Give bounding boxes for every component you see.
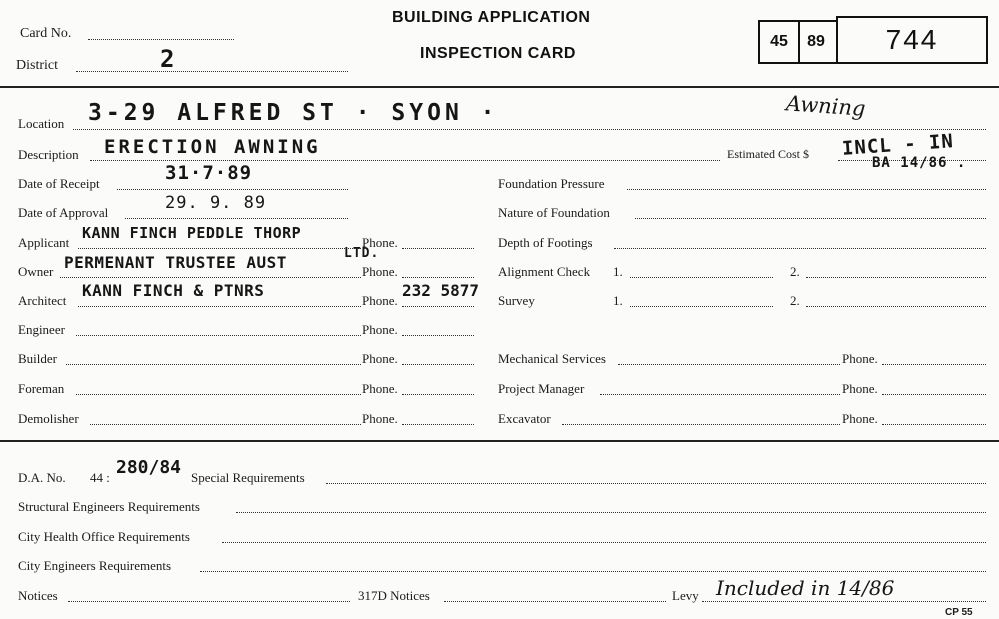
card-number-box-3 bbox=[836, 16, 988, 64]
card-number-box-1 bbox=[758, 20, 800, 64]
date-of-receipt-value: 31·7·89 bbox=[165, 162, 253, 184]
project-manager-label: Project Manager bbox=[498, 381, 585, 396]
structural-engineers-label: Structural Engineers Requirements bbox=[18, 499, 200, 514]
date-of-receipt-line bbox=[117, 189, 348, 190]
foundation-pressure-label: Foundation Pressure bbox=[498, 176, 605, 191]
survey-1-line bbox=[630, 306, 773, 307]
builder-phone-line bbox=[402, 364, 474, 365]
architect-line bbox=[78, 306, 361, 307]
architect-phone-line bbox=[402, 306, 474, 307]
levy-label: Levy bbox=[672, 588, 699, 603]
builder-label: Builder bbox=[18, 351, 57, 366]
owner-phone-label: Phone. bbox=[362, 264, 398, 279]
excavator-line bbox=[562, 424, 840, 425]
levy-value: Included in 14/86 bbox=[716, 576, 895, 600]
estimated-cost-value-2: BA 14/86 . bbox=[872, 155, 967, 171]
city-health-label: City Health Office Requirements bbox=[18, 529, 190, 544]
alignment-check-1-line bbox=[630, 277, 773, 278]
depth-of-footings-label: Depth of Footings bbox=[498, 235, 593, 250]
demolisher-line bbox=[90, 424, 361, 425]
city-engineers-line bbox=[200, 571, 986, 572]
nature-of-foundation-line bbox=[635, 218, 986, 219]
estimated-cost-value: INCL - IN bbox=[841, 130, 955, 160]
notices-label: Notices bbox=[18, 588, 58, 603]
excavator-label: Excavator bbox=[498, 411, 551, 426]
district-label: District bbox=[16, 58, 58, 73]
survey-label: Survey bbox=[498, 293, 535, 308]
notices-317d-line bbox=[444, 601, 666, 602]
card-no-label: Card No. bbox=[20, 26, 72, 41]
card-number-3: 744 bbox=[885, 24, 939, 55]
mechanical-services-line bbox=[618, 364, 840, 365]
da-no-value: 280/84 bbox=[116, 457, 182, 478]
foreman-phone-label: Phone. bbox=[362, 381, 398, 396]
engineer-phone-line bbox=[402, 335, 474, 336]
demolisher-label: Demolisher bbox=[18, 411, 79, 426]
card-number-2: 89 bbox=[807, 33, 825, 50]
owner-line bbox=[60, 277, 361, 278]
builder-phone-label: Phone. bbox=[362, 351, 398, 366]
date-of-approval-value: 29. 9. 89 bbox=[165, 193, 267, 213]
excavator-phone-line bbox=[882, 424, 986, 425]
date-of-approval-label: Date of Approval bbox=[18, 205, 109, 220]
alignment-check-2-line bbox=[806, 277, 986, 278]
location-note: Awning bbox=[785, 91, 867, 121]
excavator-phone-label: Phone. bbox=[842, 411, 878, 426]
description-line bbox=[90, 160, 720, 161]
description-label: Description bbox=[18, 147, 79, 162]
form-code: CP 55 bbox=[945, 607, 973, 618]
owner-suffix: LTD. bbox=[344, 246, 380, 261]
structural-engineers-line bbox=[236, 512, 986, 513]
card-title-line1: BUILDING APPLICATION bbox=[392, 9, 591, 26]
engineer-label: Engineer bbox=[18, 322, 65, 337]
levy-line bbox=[702, 601, 986, 602]
survey-2-label: 2. bbox=[790, 293, 800, 308]
applicant-line bbox=[78, 248, 361, 249]
city-engineers-label: City Engineers Requirements bbox=[18, 558, 172, 573]
foreman-line bbox=[76, 394, 361, 395]
foreman-phone-line bbox=[402, 394, 474, 395]
architect-phone-label: Phone. bbox=[362, 293, 398, 308]
applicant-value: KANN FINCH PEDDLE THORP bbox=[82, 224, 302, 242]
alignment-check-1-label: 1. bbox=[613, 264, 623, 279]
description-value: ERECTION AWNING bbox=[104, 136, 321, 158]
mechanical-services-phone-line bbox=[882, 364, 986, 365]
owner-phone-line bbox=[402, 277, 474, 278]
applicant-phone-label: Phone. bbox=[362, 235, 398, 250]
special-requirements-line bbox=[326, 483, 986, 484]
card-number-box-2 bbox=[796, 20, 838, 64]
foundation-pressure-line bbox=[627, 189, 986, 190]
notices-line bbox=[68, 601, 350, 602]
survey-2-line bbox=[806, 306, 986, 307]
foreman-label: Foreman bbox=[18, 381, 65, 396]
depth-of-footings-line bbox=[614, 248, 986, 249]
header-divider bbox=[0, 86, 999, 88]
owner-value: PERMENANT TRUSTEE AUST bbox=[64, 253, 287, 272]
project-manager-line bbox=[600, 394, 840, 395]
builder-line bbox=[66, 364, 361, 365]
architect-label: Architect bbox=[18, 293, 67, 308]
estimated-cost-label: Estimated Cost $ bbox=[727, 147, 809, 161]
location-line bbox=[73, 129, 986, 130]
notices-317d-label: 317D Notices bbox=[358, 588, 430, 603]
engineer-line bbox=[76, 335, 361, 336]
card-number-1: 45 bbox=[770, 33, 788, 50]
mechanical-services-phone-label: Phone. bbox=[842, 351, 878, 366]
date-of-receipt-label: Date of Receipt bbox=[18, 176, 100, 191]
card-no-line bbox=[88, 39, 234, 40]
location-label: Location bbox=[18, 116, 65, 131]
alignment-check-label: Alignment Check bbox=[498, 264, 591, 279]
applicant-phone-line bbox=[402, 248, 474, 249]
date-of-approval-line bbox=[125, 218, 348, 219]
architect-value: KANN FINCH & PTNRS bbox=[82, 281, 265, 300]
architect-phone-value: 232 5877 bbox=[402, 281, 480, 300]
demolisher-phone-label: Phone. bbox=[362, 411, 398, 426]
mechanical-services-label: Mechanical Services bbox=[498, 351, 606, 366]
district-value: 2 bbox=[160, 45, 176, 73]
section-divider bbox=[0, 440, 999, 442]
district-line bbox=[76, 71, 348, 72]
location-value: 3-29 ALFRED ST · SYON · bbox=[88, 100, 499, 126]
project-manager-phone-line bbox=[882, 394, 986, 395]
applicant-label: Applicant bbox=[18, 235, 70, 250]
special-requirements-label: Special Requirements bbox=[191, 470, 305, 485]
city-health-line bbox=[222, 542, 986, 543]
survey-1-label: 1. bbox=[613, 293, 623, 308]
nature-of-foundation-label: Nature of Foundation bbox=[498, 205, 610, 220]
engineer-phone-label: Phone. bbox=[362, 322, 398, 337]
alignment-check-2-label: 2. bbox=[790, 264, 800, 279]
owner-label: Owner bbox=[18, 264, 54, 279]
da-no-label: D.A. No. bbox=[18, 470, 66, 485]
demolisher-phone-line bbox=[402, 424, 474, 425]
project-manager-phone-label: Phone. bbox=[842, 381, 878, 396]
card-title-line2: INSPECTION CARD bbox=[420, 45, 576, 62]
da-no-prefix: 44 : bbox=[90, 470, 110, 485]
